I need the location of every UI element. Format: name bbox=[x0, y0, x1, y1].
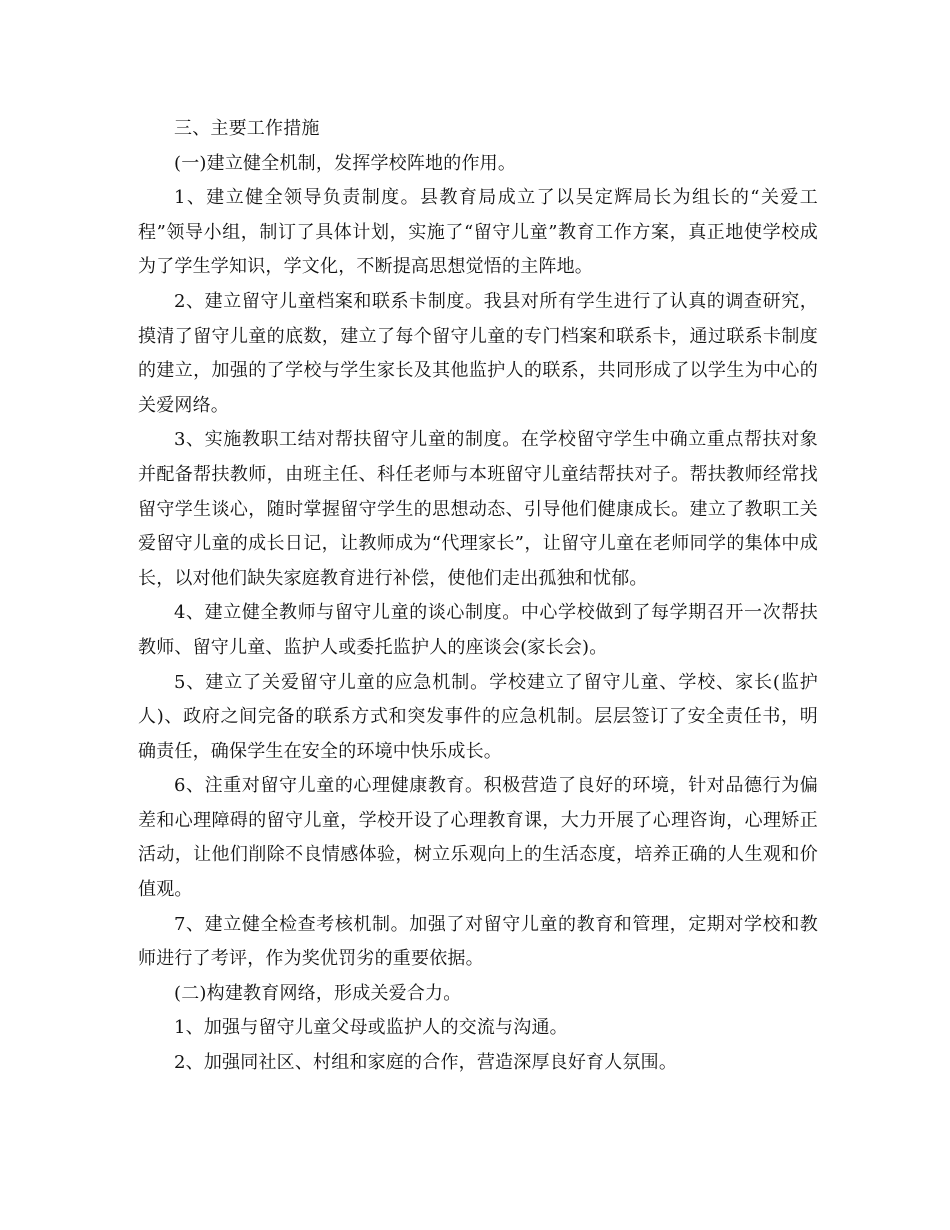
paragraph: 4、建立健全教师与留守儿童的谈心制度。中心学校做到了每学期召开一次帮扶教师、留守儿童、监护人或委托监护人的座谈会(家长会)。 bbox=[138, 602, 818, 658]
paragraph: 2、加强同社区、村组和家庭的合作，营造深厚良好育人氛围。 bbox=[174, 1052, 678, 1074]
subsection-heading: (二)构建教育网络，形成关爱合力。 bbox=[174, 982, 462, 1004]
paragraph: 1、建立健全领导负责制度。县教育局成立了以吴定辉局长为组长的“关爱工程”领导小组，制订了具体计划，实施了“留守儿童”教育工作方案，真正地使学校成为了学生学知识，学文化，不断提高思想觉悟的主阵地。 bbox=[138, 187, 818, 278]
paragraph: 2、建立留守儿童档案和联系卡制度。我县对所有学生进行了认真的调查研究，摸清了留守儿童的底数，建立了每个留守儿童的专门档案和联系卡，通过联系卡制度的建立，加强的了学校与学生家长及其他监护人的联系，共同形成了以学生为中心的关爱网络。 bbox=[138, 290, 818, 416]
paragraph: 5、建立了关爱留守儿童的应急机制。学校建立了留守儿童、学校、家长(监护人)、政府之间完备的联系方式和突发事件的应急机制。层层签订了安全责任书，明确责任，确保学生在安全的环境中快乐成长。 bbox=[138, 671, 818, 762]
paragraph: 3、实施教职工结对帮扶留守儿童的制度。在学校留守学生中确立重点帮扶对象并配备帮扶教师，由班主任、科任老师与本班留守儿童结帮扶对子。帮扶教师经常找留守学生谈心，随时掌握留守学生的思想动态、引导他们健康成长。建立了教职工关爱留守儿童的成长日记，让教师成为“代理家长”，让留守儿童在老师同学的集体中成长，以对他们缺失家庭教育进行补偿，使他们走出孤独和忧郁。 bbox=[138, 429, 818, 589]
paragraph: 6、注重对留守儿童的心理健康教育。积极营造了良好的环境，针对品德行为偏差和心理障碍的留守儿童，学校开设了心理教育课，大力开展了心理咨询，心理矫正活动，让他们削除不良情感体验，树立乐观向上的生活态度，培养正确的人生观和价值观。 bbox=[138, 775, 818, 901]
section-heading: 三、主要工作措施 bbox=[174, 118, 320, 139]
subsection-heading: (一)建立健全机制，发挥学校阵地的作用。 bbox=[174, 152, 517, 174]
paragraph: 7、建立健全检查考核机制。加强了对留守儿童的教育和管理，定期对学校和教师进行了考评，作为奖优罚劣的重要依据。 bbox=[138, 913, 818, 970]
paragraph: 1、加强与留守儿童父母或监护人的交流与沟通。 bbox=[174, 1017, 568, 1039]
document-body bbox=[138, 112, 818, 1081]
